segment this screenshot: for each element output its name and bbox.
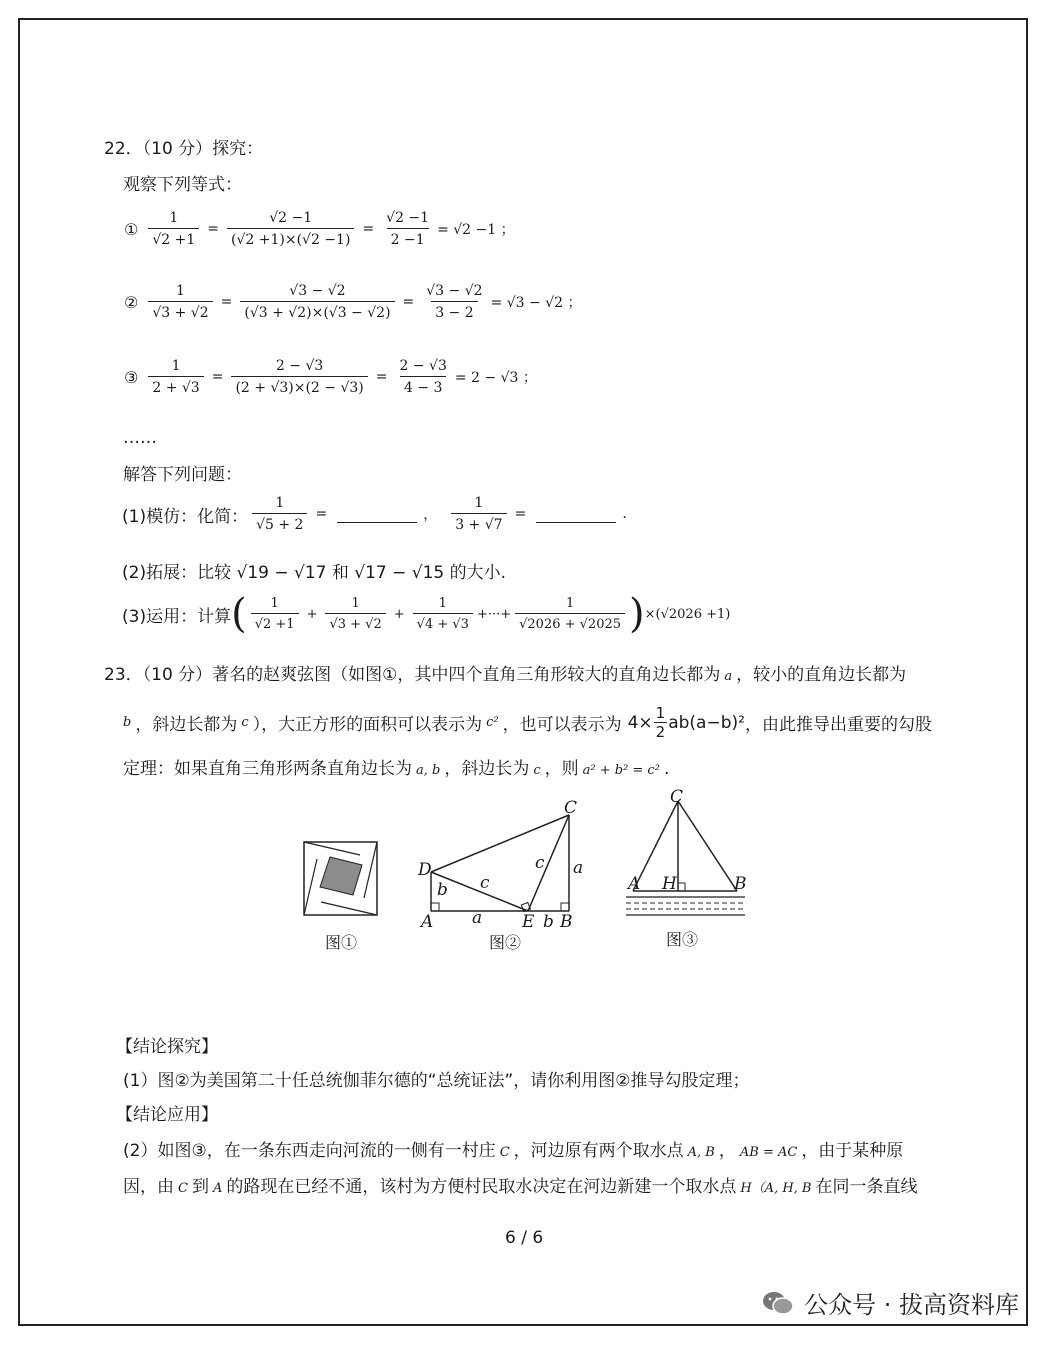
p3-t2-den: √3 + √2: [325, 613, 385, 632]
eq2-right-num: √3 − √2: [426, 283, 483, 299]
eq2-mid-den: (√3 + √2)×(√3 − √2): [240, 301, 394, 321]
eq3-left-den: 2 + √3: [148, 376, 203, 396]
apply-2b: ，河边原有两个取水点: [513, 1141, 684, 1161]
f2-label-B: B: [560, 912, 573, 932]
apply-2a: (2）如图③，在一条东西走向河流的一侧有一村庄: [123, 1141, 496, 1161]
f2-label-c-lower: c: [480, 873, 490, 893]
ab-equals-ac: AB = AC: [739, 1145, 798, 1160]
p1-frac2-den: 3 + √7: [451, 513, 506, 533]
line-b4: 在同一条直线: [815, 1177, 918, 1197]
line-b2: 到: [191, 1177, 209, 1197]
eq1-left-num: 1: [169, 210, 179, 226]
p3-dots: +···+: [476, 606, 512, 622]
p3-t4-den: √2026 + √2025: [515, 613, 625, 632]
q23-l1-end: ，较小的直角边长都为: [736, 665, 907, 685]
eq2-number: ②: [124, 292, 139, 312]
eq1-mid-den: (√2 +1)×(√2 −1): [227, 228, 354, 248]
figure-3-river: [626, 801, 745, 915]
q22-observe: 观察下列等式：: [123, 175, 242, 195]
figure-2-caption: 图②: [489, 933, 522, 952]
eq1-left-den: √2 +1: [148, 228, 199, 248]
p1-frac1-den: √5 + 2: [252, 513, 307, 533]
part-2: (2)拓展：比较 √19 − √17 和 √17 − √15 的大小.: [122, 563, 507, 583]
f2-label-a-base: a: [472, 908, 483, 928]
var-ab: a, b: [416, 763, 441, 778]
var-C-2: C: [178, 1181, 188, 1196]
f2-label-c-upper: c: [535, 853, 545, 873]
page-number: 6 / 6: [505, 1228, 544, 1248]
f2-label-a-side: a: [573, 858, 584, 878]
q23-l3-b: ，斜边长为: [444, 759, 530, 779]
p3-t1-den: √2 +1: [251, 613, 299, 632]
p3-t4-num: 1: [565, 596, 575, 611]
p3-t3-num: 1: [438, 596, 447, 611]
eq3-left-num: 1: [171, 358, 181, 374]
apply-line-1: [123, 1136, 903, 1161]
apply-heading: 【结论应用】: [116, 1105, 218, 1125]
apply-line-2: [123, 1172, 918, 1197]
eq1-mid-num: √2 −1: [269, 210, 313, 226]
figure-3-caption: 图③: [666, 930, 699, 949]
eq3-right-den: 4 − 3: [400, 376, 446, 396]
var-c-2: c: [533, 763, 541, 778]
var-A: A: [212, 1181, 223, 1196]
q23-l2-a: ，斜边长都为: [135, 715, 238, 735]
apply-2d: ，由于某种原: [801, 1141, 904, 1161]
eq3-mid-num: 2 − √3: [275, 358, 324, 374]
eq2-result: = √3 − √2 ；: [490, 295, 582, 311]
eq1-result: = √2 −1 ；: [437, 222, 515, 238]
line-b1: 因，由: [123, 1177, 174, 1197]
formula-pre: 4×: [627, 712, 653, 733]
f3-label-H: H: [662, 874, 677, 894]
q23-line-3: [123, 754, 669, 779]
f2-label-E: E: [522, 912, 535, 932]
f2-label-A: A: [421, 912, 434, 932]
figure-1-zhao-shuang: [304, 842, 377, 915]
f2-label-b-left: b: [437, 880, 448, 900]
pythagorean-formula: a² + b² = c²: [582, 763, 660, 778]
q22-heading: 22．（10 分）探究：: [104, 139, 264, 159]
eq1-right-den: 2 −1: [387, 228, 429, 248]
p3-t2-num: 1: [351, 596, 360, 611]
p3-t1-num: 1: [270, 596, 279, 611]
answer-blank-2[interactable]: [536, 506, 616, 523]
f2-label-b-base: b: [543, 912, 554, 932]
explore-heading: 【结论探究】: [116, 1037, 218, 1057]
watermark-text: 公众号 · 拔高资料库: [804, 1291, 1019, 1319]
formula-half-num: 1: [655, 704, 666, 722]
explore-part-1: (1）图②为美国第二十任总统伽菲尔德的“总统证法”，请你利用图②推导勾股定理；: [123, 1071, 750, 1091]
line-b3: 的路现在已经不通，该村为方便村民取水决定在河边新建一个取水点: [226, 1177, 737, 1197]
ellipsis: ……: [123, 428, 157, 448]
formula-post: ab(a−b)²: [668, 712, 745, 733]
part3-label: (3)运用：计算: [122, 606, 232, 627]
p3-t3-den: √4 + √3: [413, 613, 473, 632]
q23-l2-b: ），大正方形的面积可以表示为: [252, 715, 483, 735]
equation-2: ② $\frac{1}{√3 + √2}$ = $\frac{√3 - √2}{(√3 + √2)\times(√3 - √2)}$ = $\frac{√3 - √2}{3 - 2}$ = √3 − √2 ；: [124, 283, 582, 321]
eq2-left-den: √3 + √2: [148, 301, 212, 321]
var-b: b: [123, 715, 132, 730]
eq3-result: = 2 − √3 ；: [454, 370, 537, 386]
q23-l3-c: ，则: [544, 759, 579, 779]
f3-label-C: C: [670, 787, 684, 807]
f3-label-A: A: [628, 874, 641, 894]
figure-1-caption: 图①: [325, 933, 358, 952]
wechat-icon: [762, 1290, 794, 1316]
q23-l1-text: 23．（10 分）著名的赵爽弦图（如图①，其中四个直角三角形较大的直角边长都为: [104, 665, 721, 685]
p1-frac1-num: 1: [275, 495, 285, 511]
eq1-right-num: √2 −1: [386, 210, 430, 226]
eq3-right-num: 2 − √3: [399, 358, 447, 374]
p3-tail: ×(√2026 +1): [644, 606, 731, 622]
p1-frac2-num: 1: [474, 495, 484, 511]
q23-l3-a: 定理：如果直角三角形两条直角边长为: [123, 759, 412, 779]
eq2-left-num: 1: [176, 283, 185, 299]
apply-2c: ，: [718, 1141, 736, 1161]
equation-1: ① $\frac{1}{√2 +1}$ = $\frac{√2 -1}{(√2 +1)\times(√2 -1)}$ = $\frac{√2 -1}{2 -1}$ = √2 −1 ；: [124, 210, 515, 248]
f2-label-C: C: [564, 798, 578, 818]
watermark: [762, 1285, 1019, 1320]
part1-label: (1)模仿：化简：: [122, 506, 249, 527]
answer-blank-1[interactable]: [337, 506, 417, 523]
figure-2-garfield: [431, 815, 569, 912]
eq1-number: ①: [124, 219, 139, 239]
q23-l2-c: ，也可以表示为: [502, 715, 622, 735]
eq2-right-den: 3 − 2: [431, 301, 477, 321]
eq2-mid-num: √3 − √2: [289, 283, 346, 299]
equation-3: ③ $\frac{1}{2 + √3}$ = $\frac{2 - √3}{(2 + √3)\times(2 - √3)}$ = $\frac{2 - √3}{4 - 3}$ = 2 − √3 ；: [124, 358, 537, 396]
var-H: H（A, H, B: [740, 1181, 812, 1196]
part-3: (3)运用：计算 ( $\frac{1}{√2 +1}$ + $\frac{1}{√3 + √2}$ + $\frac{1}{√4 + √3}$ +···+ $\frac{1}{√2026 + √2025}$ ) ×(√2026 +1): [122, 591, 731, 637]
f3-label-B: B: [734, 874, 747, 894]
c-squared: c²: [486, 715, 499, 730]
q23-l2-d: ，由此推导出重要的勾股: [744, 715, 932, 735]
var-C: C: [499, 1145, 510, 1160]
formula-half-den: 2: [655, 723, 666, 741]
eq3-number: ③: [124, 367, 139, 387]
var-c: c: [241, 715, 249, 730]
f2-label-D: D: [418, 860, 432, 880]
q23-line-2: [123, 704, 932, 741]
answer-heading: 解答下列问题：: [123, 465, 242, 485]
q23-l3-d: .: [663, 759, 670, 779]
q23-line-1: [104, 660, 906, 685]
part-1: (1)模仿：化简： $\frac{1}{√5 + 2}$ = ， $\frac{1}{3 + √7}$ = .: [122, 495, 627, 533]
eq3-mid-den: (2 + √3)×(2 − √3): [231, 376, 367, 396]
var-AB: A, B: [687, 1145, 715, 1160]
var-a: a: [724, 669, 733, 684]
